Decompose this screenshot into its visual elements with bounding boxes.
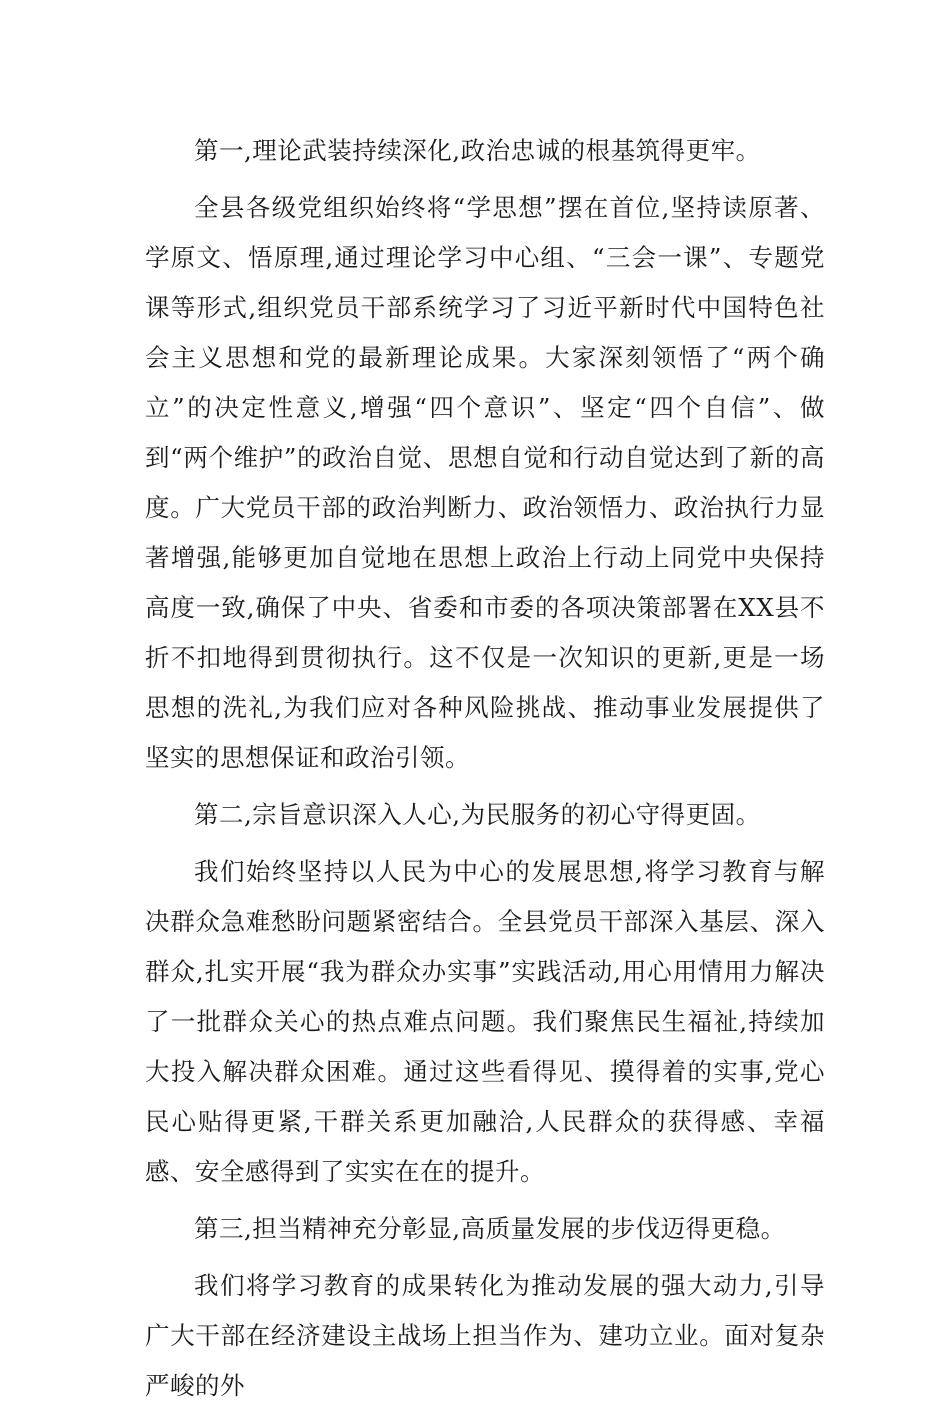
section-heading-1: 第一,理论武装持续深化,政治忠诚的根基筑得更牢。 bbox=[194, 136, 761, 165]
section-heading-3: 第三,担当精神充分彰显,高质量发展的步伐迈得更稳。 bbox=[194, 1214, 786, 1243]
body-paragraph-3: 我们将学习教育的成果转化为推动发展的强大动力,引导广大干部在经济建设主战场上担当作为、建功立业。面对复杂严峻的外 bbox=[145, 1271, 825, 1400]
body-paragraph-2: 我们始终坚持以人民为中心的发展思想,将学习教育与解决群众急难愁盼问题紧密结合。全县党员干部深入基层、深入群众,扎实开展“我为群众办实事”实践活动,用心用情用力解决了一批群众关心的热点难点问题。我们聚焦民生福祉,持续加大投入解决群众困难。通过这些看得见、摸得着的实事,党心民心贴得更紧,干群关系更加融洽,人民群众的获得感、幸福感、安全感得到了实实在在的提升。 bbox=[145, 857, 825, 1186]
section-heading-2: 第二,宗旨意识深入人心,为民服务的初心守得更固。 bbox=[194, 800, 761, 829]
body-paragraph-1: 全县各级党组织始终将“学思想”摆在首位,坚持读原著、学原文、悟原理,通过理论学习中心组、“三会一课”、专题党课等形式,组织党员干部系统学习了习近平新时代中国特色社会主义思想和党的最新理论成果。大家深刻领悟了“两个确立”的决定性意义,增强“四个意识”、坚定“四个自信”、做到“两个维护”的政治自觉、思想自觉和行动自觉达到了新的高度。广大党员干部的政治判断力、政治领悟力、政治执行力显著增强,能够更加自觉地在思想上政治上行动上同党中央保持高度一致,确保了中央、省委和市委的各项决策部署在XX县不折不扣地得到贯彻执行。这不仅是一次知识的更新,更是一场思想的洗礼,为我们应对各种风险挑战、推动事业发展提供了坚实的思想保证和政治引领。 bbox=[145, 193, 825, 772]
document-body bbox=[145, 126, 825, 1418]
